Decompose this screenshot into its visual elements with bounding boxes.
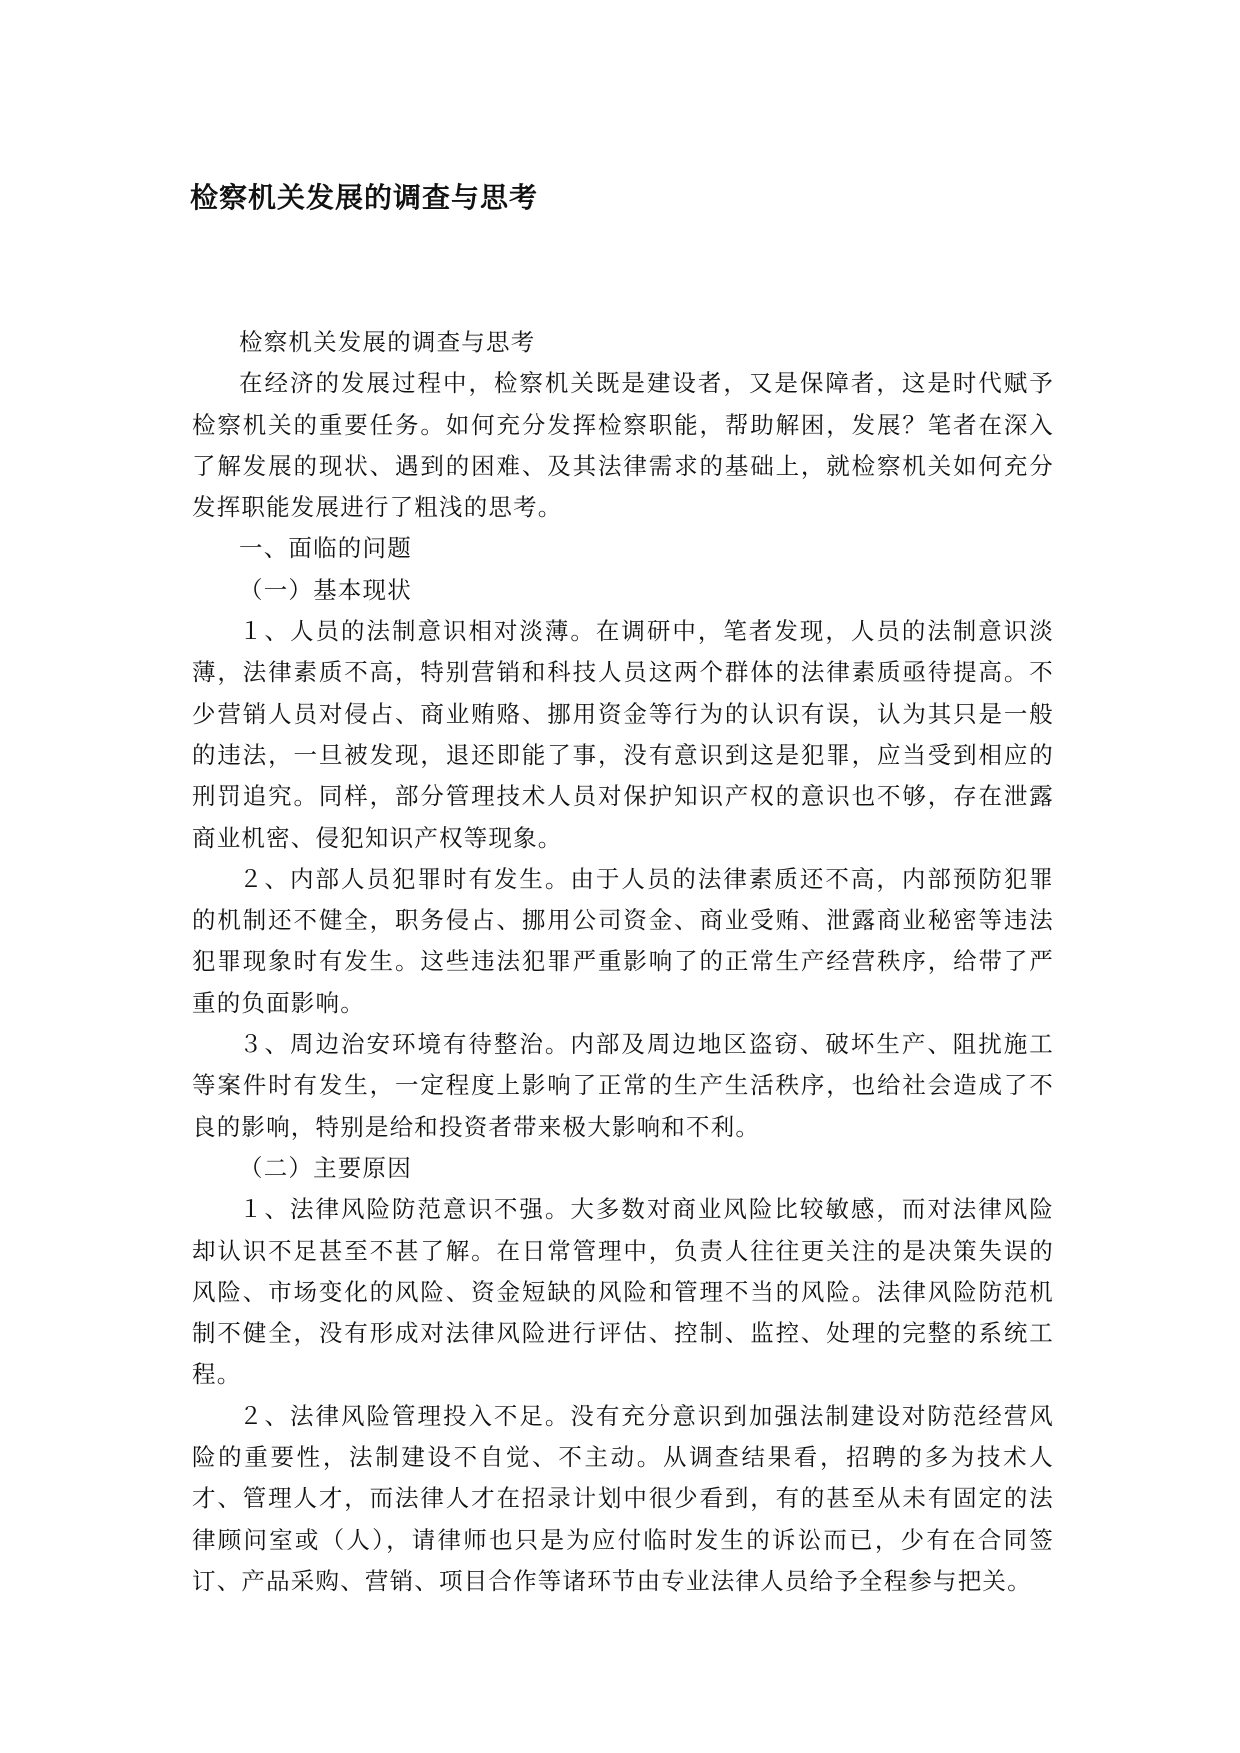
paragraph-item: ２、法律风险管理投入不足。没有充分意识到加强法制建设对防范经营风险的重要性，法制建设不自觉、不主动。从调查结果看，招聘的多为技术人才、管理人才，而法律人才在招录计划中很少看到，有的甚至从未有固定的法律顾问室或（人），请律师也只是为应付临时发生的诉讼而已，少有在合同签订、产品采购、营销、项目合作等诸环节由专业法律人员给予全程参与把关。 [192,1401,1054,1595]
section-heading-problems: 一、面临的问题 [239,534,412,563]
paragraph-intro: 在经济的发展过程中，检察机关既是建设者，又是保障者，这是时代赋予检察机关的重要任务。如何充分发挥检察职能，帮助解困，发展？笔者在深入了解发展的现状、遇到的困难、及其法律需求的基础上，就检察机关如何充分发挥职能发展进行了粗浅的思考。 [192,369,1054,522]
paragraph-item: １、法律风险防范意识不强。大多数对商业风险比较敏感，而对法律风险却认识不足甚至不甚了解。在日常管理中，负责人往往更关注的是决策失误的风险、市场变化的风险、资金短缺的风险和管理不当的风险。法律风险防范机制不健全，没有形成对法律风险进行评估、控制、监控、处理的完整的系统工程。 [192,1195,1054,1389]
subsection-heading-status: （一）基本现状 [239,575,412,604]
paragraph-item: ２、内部人员犯罪时有发生。由于人员的法律素质还不高，内部预防犯罪的机制还不健全，职务侵占、挪用公司资金、商业受贿、泄露商业秘密等违法犯罪现象时有发生。这些违法犯罪严重影响了的正常生产经营秩序，给带了严重的负面影响。 [192,864,1054,1017]
paragraph-item: ３、周边治安环境有待整治。内部及周边地区盗窃、破坏生产、阻扰施工等案件时有发生，一定程度上影响了正常的生产生活秩序，也给社会造成了不良的影响，特别是给和投资者带来极大影响和不利。 [192,1030,1054,1141]
document-body [192,322,1054,1602]
paragraph-subtitle: 检察机关发展的调查与思考 [239,328,536,356]
document-title: 检察机关发展的调查与思考 [190,181,539,214]
paragraph-item: １、人员的法制意识相对淡薄。在调研中，笔者发现，人员的法制意识淡薄，法律素质不高，特别营销和科技人员这两个群体的法律素质亟待提高。不少营销人员对侵占、商业贿赂、挪用资金等行为的认识有误，认为其只是一般的违法，一旦被发现，退还即能了事，没有意识到这是犯罪，应当受到相应的刑罚追究。同样，部分管理技术人员对保护知识产权的意识也不够，存在泄露商业机密、侵犯知识产权等现象。 [192,617,1054,852]
subsection-heading-causes: （二）主要原因 [239,1153,412,1182]
